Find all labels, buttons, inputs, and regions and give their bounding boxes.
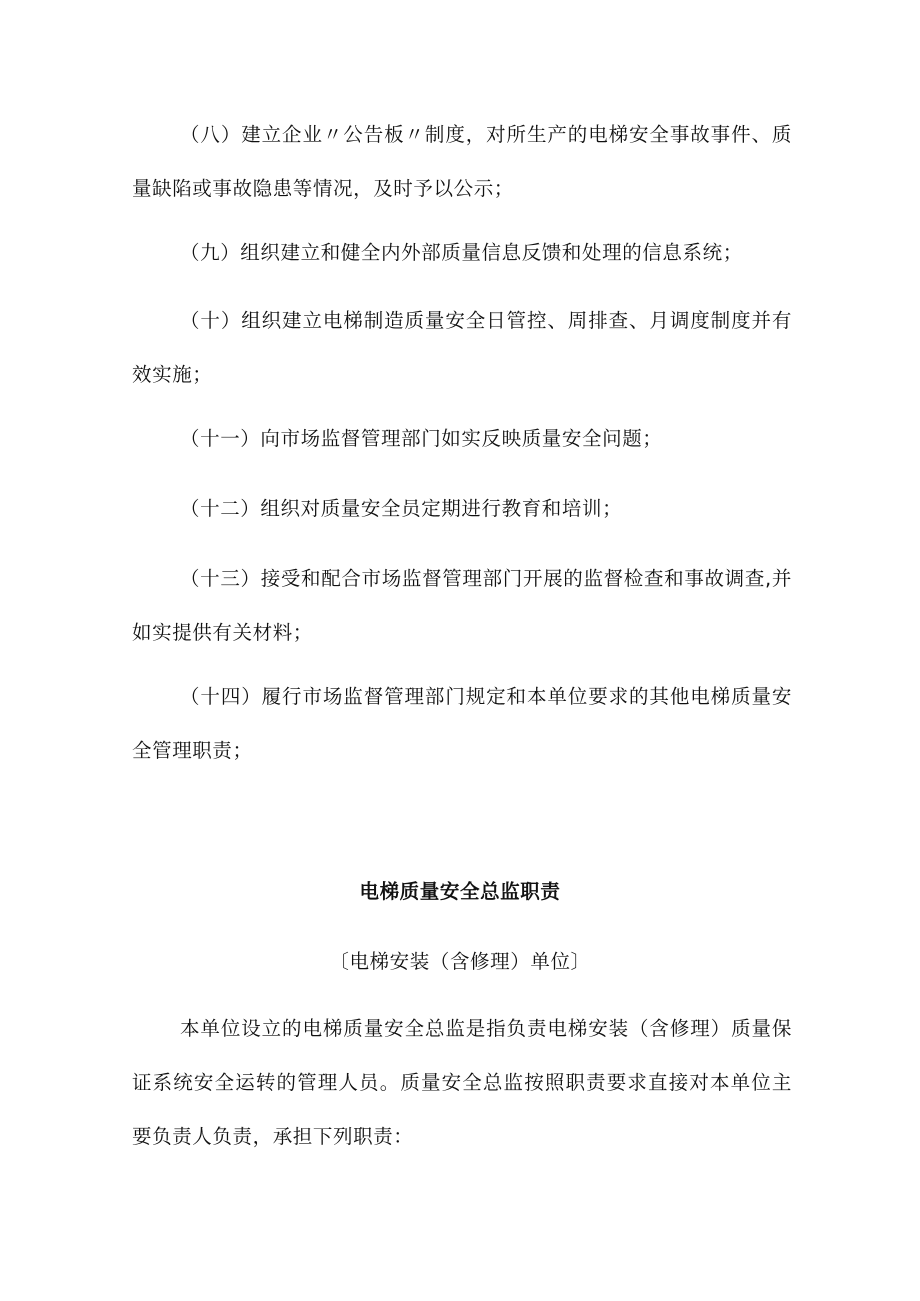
- clause-9: （九）组织建立和健全内外部质量信息反馈和处理的信息系统；: [180, 241, 743, 264]
- clause-14: （十四）履行市场监督管理部门规定和本单位要求的其他电梯质量安全管理职责；: [132, 685, 792, 762]
- clause-10: （十）组织建立电梯制造质量安全日管控、周排查、月调度制度并有效实施；: [132, 309, 792, 386]
- clause-13: （十三）接受和配合市场监督管理部门开展的监督检查和事故调查,并如实提供有关材料；: [132, 567, 792, 644]
- section-intro: 本单位设立的电梯质量安全总监是指负责电梯安装（含修理）质量保证系统安全运转的管理人员。质量安全总监按照职责要求直接对本单位主要负责人负责，承担下列职责：: [132, 1017, 792, 1148]
- clause-12: （十二）组织对质量安全员定期进行教育和培训；: [180, 497, 623, 520]
- section-subtitle: 〔电梯安装（含修理）单位〕: [329, 950, 591, 973]
- clause-11: （十一）向市场监督管理部门如实反映质量安全问题；: [180, 427, 663, 450]
- section-title: 电梯质量安全总监职责: [359, 880, 561, 903]
- clause-8: （八）建立企业〃公告板〃制度，对所生产的电梯安全事故事件、质量缺陷或事故隐患等情况，及时予以公示；: [132, 123, 792, 200]
